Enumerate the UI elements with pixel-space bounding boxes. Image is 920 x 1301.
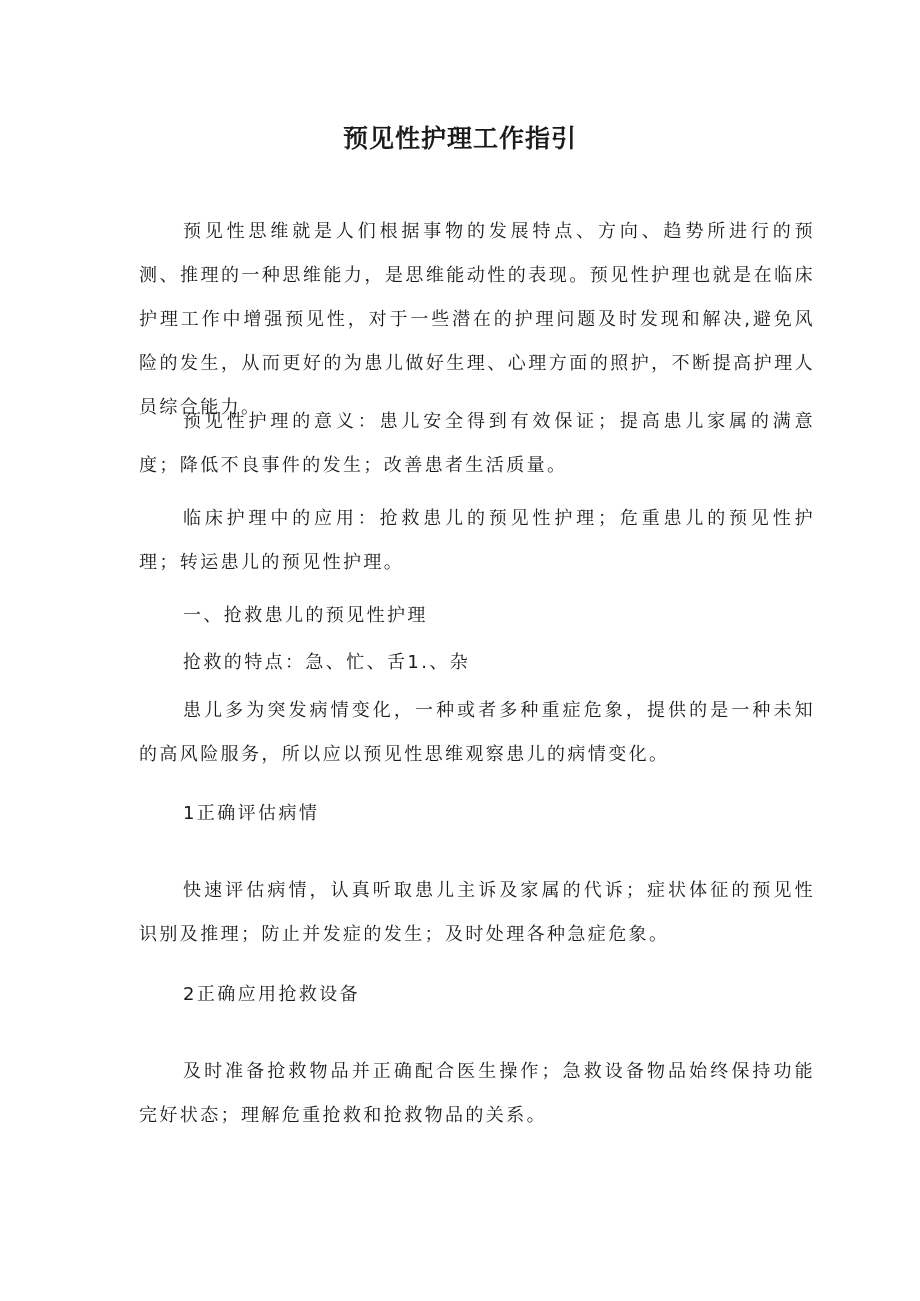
section-heading-rescue: 一、抢救患儿的预见性护理 [183,605,428,626]
document-title: 预见性护理工作指引 [342,124,577,153]
paragraph-application: 临床护理中的应用：抢救患儿的预见性护理；危重患儿的预见性护理；转运患儿的预见性护理。 [139,508,815,573]
rescue-features-line: 抢救的特点：急、忙、舌1.、杂 [183,652,471,673]
subheading-assess-condition: 1正确评估病情 [183,803,320,824]
paragraph-rescue-equipment: 及时准备抢救物品并正确配合医生操作；急救设备物品始终保持功能完好状态；理解危重抢救和抢救物品的关系。 [139,1061,815,1126]
paragraph-assess-condition: 快速评估病情，认真听取患儿主诉及家属的代诉；症状体征的预见性识别及推理；防止并发症的发生；及时处理各种急症危象。 [139,880,815,945]
subheading-rescue-equipment: 2正确应用抢救设备 [183,984,361,1005]
paragraph-rescue-description: 患儿多为突发病情变化，一种或者多种重症危象，提供的是一种未知的高风险服务，所以应以预见性思维观察患儿的病情变化。 [139,700,815,765]
paragraph-significance: 预见性护理的意义：患儿安全得到有效保证；提高患儿家属的满意度；降低不良事件的发生；改善患者生活质量。 [139,411,815,476]
paragraph-definition: 预见性思维就是人们根据事物的发展特点、方向、趋势所进行的预测、推理的一种思维能力，是思维能动性的表现。预见性护理也就是在临床护理工作中增强预见性，对于一些潜在的护理问题及时发现和解决,避免风险的发生，从而更好的为患儿做好生理、心理方面的照护，不断提高护理人员综合能力。 [139,221,815,418]
